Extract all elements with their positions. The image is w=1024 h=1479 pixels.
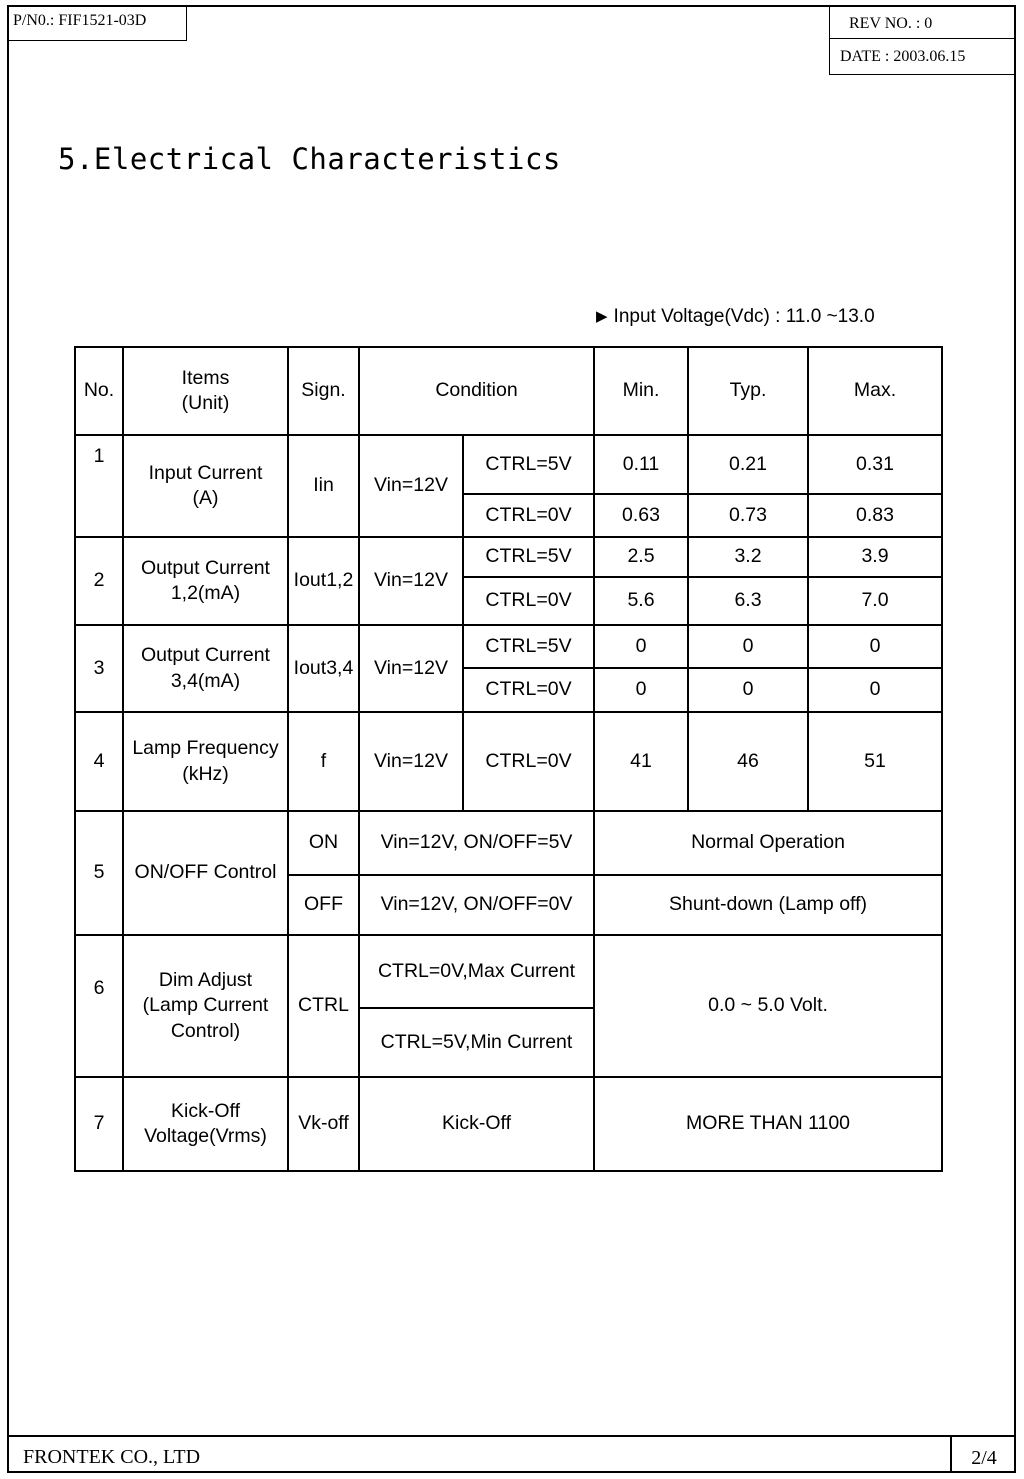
row-item: Lamp Frequency (kHz): [123, 712, 288, 811]
row-no: 5: [75, 811, 123, 935]
row-no: 1: [75, 435, 123, 537]
table-row: [75, 625, 942, 668]
row-vin: Vin=12V: [359, 712, 463, 811]
row-max: 0.83: [808, 494, 942, 537]
row-ctrl: CTRL=0V: [463, 494, 594, 537]
row-item: Dim Adjust (Lamp Current Control): [123, 935, 288, 1077]
row-max: 0.31: [808, 435, 942, 494]
row-max: 7.0: [808, 577, 942, 625]
revision-number: REV NO. : 0: [830, 5, 1016, 39]
header-sign: Sign.: [288, 347, 359, 435]
row-vin: Vin=12V: [359, 537, 463, 625]
row-ctrl: CTRL=0V: [463, 668, 594, 712]
header-items: Items (Unit): [123, 347, 288, 435]
row-condition: CTRL=5V,Min Current: [359, 1008, 594, 1077]
header-no: No.: [75, 347, 123, 435]
row-condition: Vin=12V, ON/OFF=5V: [359, 811, 594, 875]
row-max: 3.9: [808, 537, 942, 577]
row-sign: OFF: [288, 875, 359, 935]
footer: [7, 1435, 1016, 1473]
company-name: FRONTEK CO., LTD: [23, 1446, 201, 1468]
row-sign: Iin: [288, 435, 359, 537]
row-typ: 0.21: [688, 435, 808, 494]
electrical-characteristics-table: [74, 346, 943, 1172]
row-typ: 0: [688, 625, 808, 668]
row-item: Output Current 3,4(mA): [123, 625, 288, 712]
row-item: Kick-Off Voltage(Vrms): [123, 1077, 288, 1171]
page-number: 2/4: [950, 1437, 1016, 1473]
header-max: Max.: [808, 347, 942, 435]
table-row: [75, 811, 942, 875]
row-ctrl: CTRL=0V: [463, 712, 594, 811]
table-row: [75, 537, 942, 577]
row-sign: Iout3,4: [288, 625, 359, 712]
header-condition: Condition: [359, 347, 594, 435]
row-vin: Vin=12V: [359, 625, 463, 712]
row-condition: CTRL=0V,Max Current: [359, 935, 594, 1008]
row-no: 2: [75, 537, 123, 625]
table-row: [75, 712, 942, 811]
row-typ: 46: [688, 712, 808, 811]
row-min: 2.5: [594, 537, 688, 577]
row-min: 41: [594, 712, 688, 811]
table-row: [75, 935, 942, 1008]
row-max: 0: [808, 668, 942, 712]
revision-box: [829, 5, 1016, 75]
input-voltage-text: Input Voltage(Vdc) : 11.0 ~13.0: [613, 306, 875, 327]
row-no: 7: [75, 1077, 123, 1171]
row-ctrl: CTRL=5V: [463, 625, 594, 668]
row-no: 6: [75, 935, 123, 1077]
section-title: 5.Electrical Characteristics: [58, 142, 561, 176]
row-sign: Iout1,2: [288, 537, 359, 625]
row-no: 4: [75, 712, 123, 811]
row-ctrl: CTRL=0V: [463, 577, 594, 625]
row-sign: ON: [288, 811, 359, 875]
table-row: [75, 435, 942, 494]
row-ctrl: CTRL=5V: [463, 537, 594, 577]
input-voltage-note: [596, 306, 875, 328]
row-min: 0: [594, 625, 688, 668]
revision-date: DATE : 2003.06.15: [840, 48, 966, 65]
row-item: ON/OFF Control: [123, 811, 288, 935]
row-min: 0.11: [594, 435, 688, 494]
row-vin: Vin=12V: [359, 435, 463, 537]
table-header-row: [75, 347, 942, 435]
row-condition: Kick-Off: [359, 1077, 594, 1171]
header-typ: Typ.: [688, 347, 808, 435]
row-item: Output Current 1,2(mA): [123, 537, 288, 625]
row-min: 0.63: [594, 494, 688, 537]
row-sign: f: [288, 712, 359, 811]
row-max: 0: [808, 625, 942, 668]
row-condition: Vin=12V, ON/OFF=0V: [359, 875, 594, 935]
row-value: Shunt-down (Lamp off): [594, 875, 942, 935]
row-no: 3: [75, 625, 123, 712]
row-ctrl: CTRL=5V: [463, 435, 594, 494]
table-row: [75, 1077, 942, 1171]
row-value: 0.0 ~ 5.0 Volt.: [594, 935, 942, 1077]
row-min: 0: [594, 668, 688, 712]
row-typ: 0.73: [688, 494, 808, 537]
row-typ: 3.2: [688, 537, 808, 577]
row-sign: CTRL: [288, 935, 359, 1077]
header-min: Min.: [594, 347, 688, 435]
triangle-right-icon: ▶: [596, 308, 608, 325]
row-typ: 6.3: [688, 577, 808, 625]
row-min: 5.6: [594, 577, 688, 625]
row-max: 51: [808, 712, 942, 811]
row-item: Input Current (A): [123, 435, 288, 537]
row-value: MORE THAN 1100: [594, 1077, 942, 1171]
part-number: P/N0.: FIF1521-03D: [7, 5, 187, 41]
row-typ: 0: [688, 668, 808, 712]
row-value: Normal Operation: [594, 811, 942, 875]
row-sign: Vk-off: [288, 1077, 359, 1171]
